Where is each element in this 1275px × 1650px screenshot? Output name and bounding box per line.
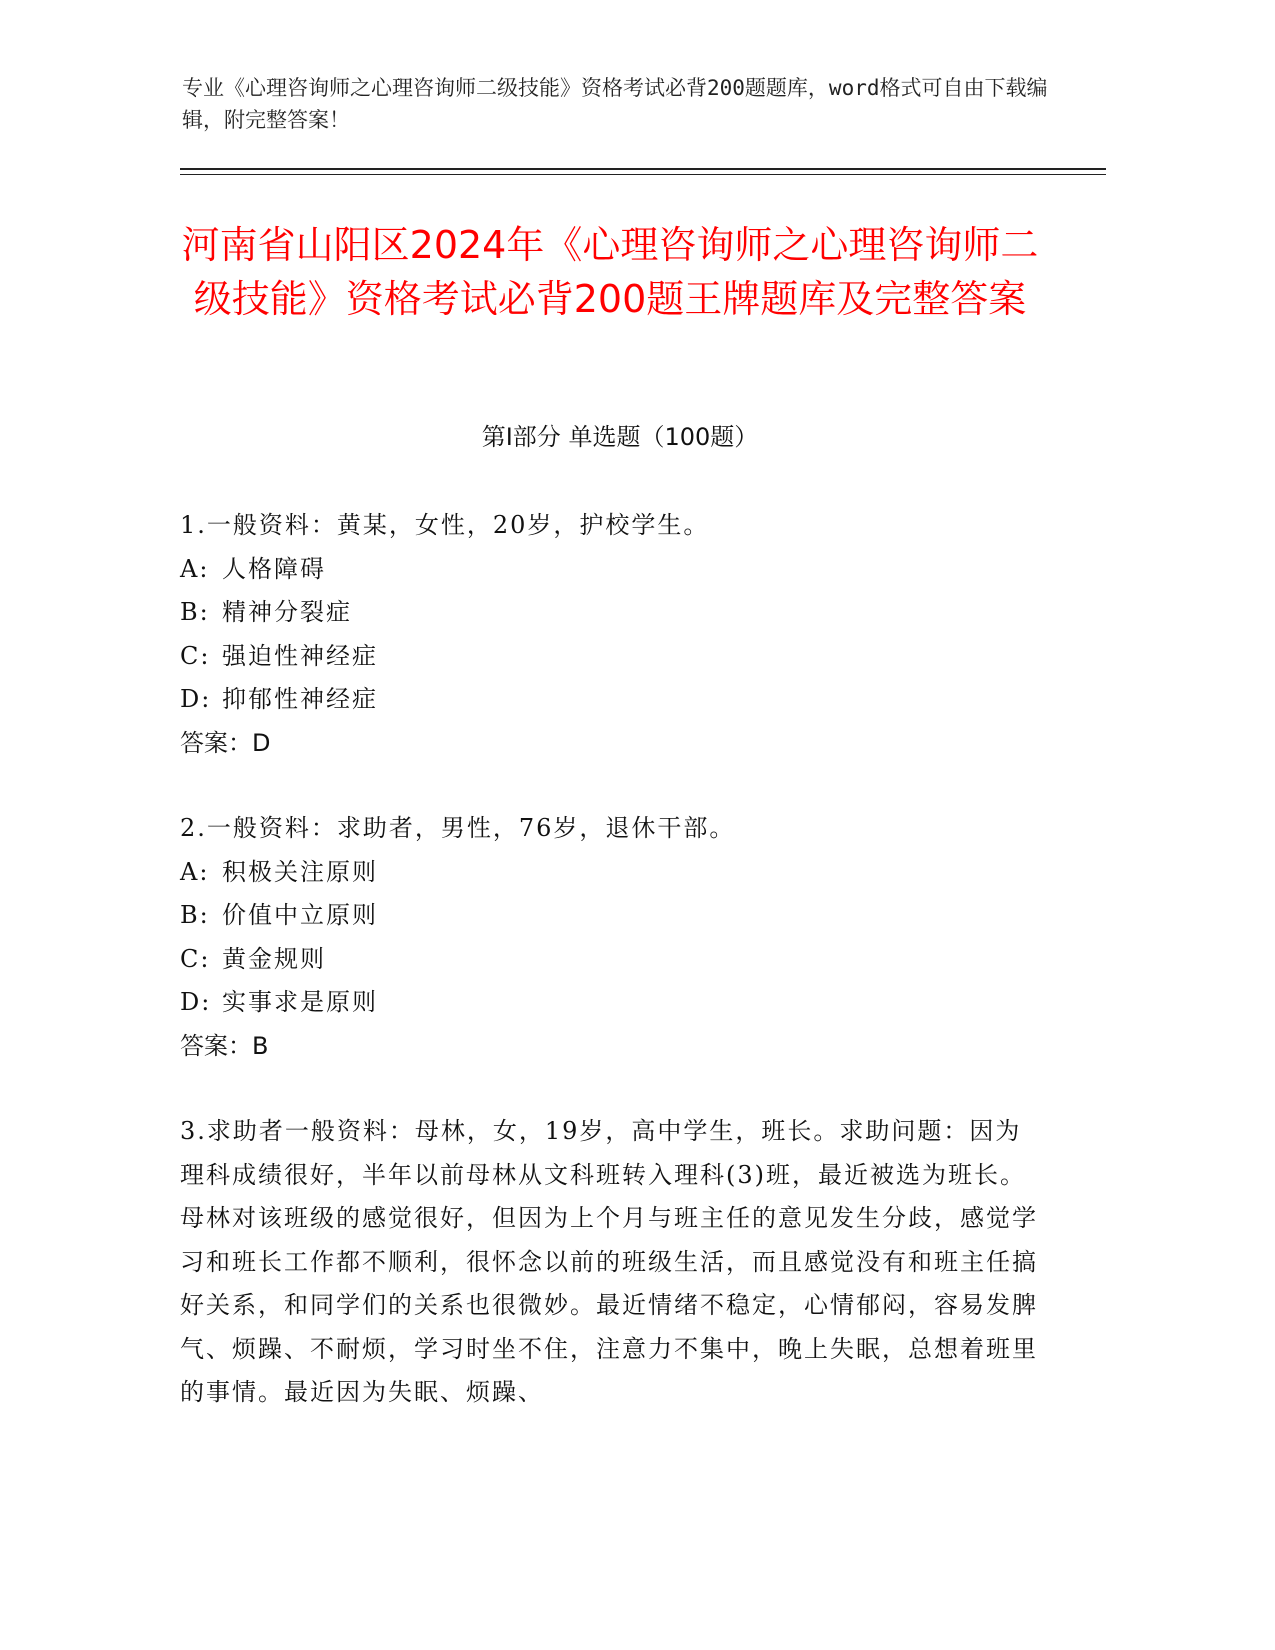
option-text: 价值中立原则 <box>222 901 378 929</box>
question-2 <box>180 807 1040 1068</box>
header-rule-thin <box>180 174 1106 175</box>
option-text: 精神分裂症 <box>222 598 352 626</box>
option-b <box>180 894 1040 938</box>
question-stem: 3.求助者一般资料：母林，女，19岁，高中学生，班长。求助问题：因为理科成绩很好，半年以前母林从文科班转入理科(3)班，最近被选为班长。母林对该班级的感觉很好，但因为上个月与班主任的意见发生分歧，感觉学习和班长工作都不顺利，很怀念以前的班级生活，而且感觉没有和班主任搞好关系，和同学们的关系也很微妙。最近情绪不稳定，心情郁闷，容易发脾气、烦躁、不耐烦，学习时坐不住，注意力不集中，晚上失眠，总想着班里的事情。最近因为失眠、烦躁、 <box>180 1117 1038 1406</box>
option-label: B: <box>180 901 210 929</box>
option-text: 强迫性神经症 <box>222 641 378 670</box>
option-c <box>180 635 1040 679</box>
option-label: D: <box>180 685 212 713</box>
option-c <box>180 938 1040 982</box>
option-label: C: <box>180 641 211 670</box>
question-list <box>180 504 1040 1457</box>
question-3 <box>180 1110 1040 1415</box>
option-text: 实事求是原则 <box>222 988 378 1016</box>
option-b <box>180 591 1040 635</box>
option-a <box>180 851 1040 895</box>
option-label: A: <box>180 554 210 583</box>
section-title: 第Ⅰ部分 单选题（100题） <box>481 423 759 451</box>
option-text: 黄金规则 <box>222 944 326 973</box>
option-d <box>180 678 1040 722</box>
answer: 答案：B <box>180 1031 269 1060</box>
question-stem: 1.一般资料：黄某，女性，20岁，护校学生。 <box>180 511 710 539</box>
document-title: 河南省山阳区2024年《心理咨询师之心理咨询师二级技能》资格考试必背200题王牌题库及完整答案 <box>181 223 1039 321</box>
option-d <box>180 981 1040 1025</box>
question-1 <box>180 504 1040 765</box>
option-text: 人格障碍 <box>222 554 326 583</box>
header-rule-thick <box>180 168 1106 170</box>
header-note: 专业《心理咨询师之心理咨询师二级技能》资格考试必背200题题库，word格式可自由下载编辑，附完整答案！ <box>182 76 1048 132</box>
answer: 答案：D <box>180 728 271 757</box>
option-label: C: <box>180 944 211 973</box>
option-text: 积极关注原则 <box>222 857 378 886</box>
option-text: 抑郁性神经症 <box>222 685 378 713</box>
question-stem: 2.一般资料：求助者，男性，76岁，退休干部。 <box>180 814 736 842</box>
option-label: D: <box>180 988 212 1016</box>
option-label: A: <box>180 857 210 886</box>
option-a <box>180 548 1040 592</box>
option-label: B: <box>180 598 210 626</box>
